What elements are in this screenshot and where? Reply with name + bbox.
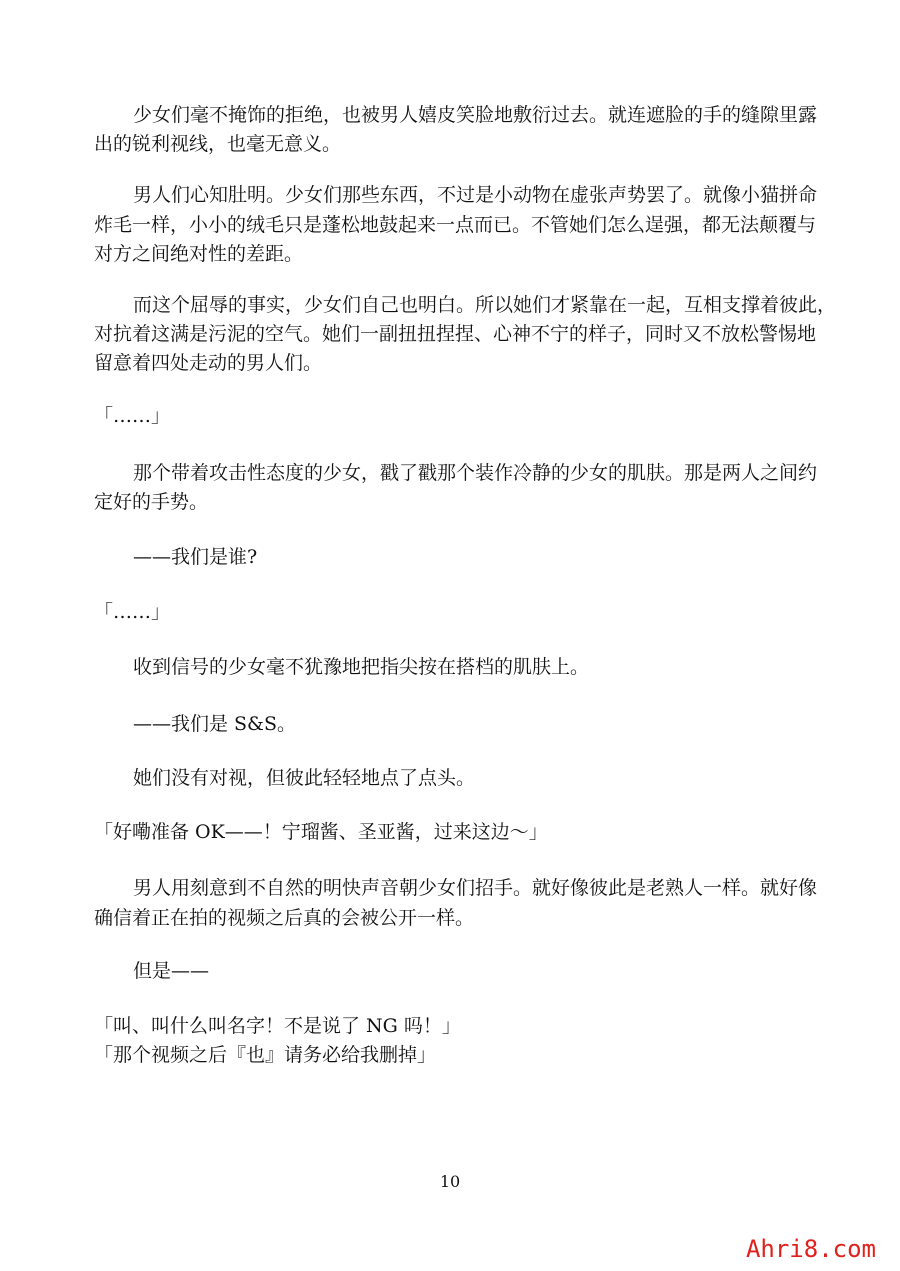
paragraph-line: 炸毛一样，小小的绒毛只是蓬松地鼓起来一点而已。不管她们怎么逞强，都无法颠覆与 xyxy=(94,214,817,236)
paragraph-line: ——我们是谁? xyxy=(133,546,258,568)
dialogue-line: 「好嘞准备 OK——！宁瑠酱、圣亚酱，过来这边～」 xyxy=(94,821,548,843)
paragraph-line: 男人们心知肚明。少女们那些东西，不过是小动物在虚张声势罢了。就像小猫拼命 xyxy=(133,184,818,206)
paragraph-line: 留意着四处走动的男人们。 xyxy=(94,352,323,374)
paragraph-line: 而这个屈辱的事实，少女们自己也明白。所以她们才紧靠在一起，互相支撑着彼此， xyxy=(133,294,837,316)
paragraph-line: 但是—— xyxy=(133,960,210,982)
paragraph-line: 对抗着这满是污泥的空气。她们一副扭扭捏捏、心神不宁的样子，同时又不放松警惕地 xyxy=(94,323,817,345)
paragraph-line: 男人用刻意到不自然的明快声音朝少女们招手。就好像彼此是老熟人一样。就好像 xyxy=(133,877,818,899)
paragraph-line: ——我们是 S&S。 xyxy=(133,713,296,735)
paragraph-line: 对方之间绝对性的差距。 xyxy=(94,243,304,265)
paragraph-line: 少女们毫不掩饰的拒绝，也被男人嬉皮笑脸地敷衍过去。就连遮脸的手的缝隙里露 xyxy=(133,104,818,126)
paragraph-line: 那个带着攻击性态度的少女，戳了戳那个装作冷静的少女的肌肤。那是两人之间约 xyxy=(133,462,818,484)
dialogue-line: 「……」 xyxy=(94,405,171,427)
watermark-logo: Ahri8.com xyxy=(745,1235,876,1263)
dialogue-line: 「那个视频之后『也』请务必给我删掉」 xyxy=(94,1044,437,1066)
dialogue-line: 「……」 xyxy=(94,601,171,623)
paragraph-line: 定好的手势。 xyxy=(94,491,209,513)
dialogue-line: 「叫、叫什么叫名字！不是说了 NG 吗！」 xyxy=(94,1015,461,1037)
paragraph-line: 她们没有对视，但彼此轻轻地点了点头。 xyxy=(133,767,476,789)
page-number: 10 xyxy=(439,1172,461,1191)
paragraph-line: 收到信号的少女毫不犹豫地把指尖按在搭档的肌肤上。 xyxy=(133,656,590,678)
paragraph-line: 确信着正在拍的视频之后真的会被公开一样。 xyxy=(94,907,475,929)
paragraph-line: 出的锐利视线，也毫无意义。 xyxy=(94,133,342,155)
